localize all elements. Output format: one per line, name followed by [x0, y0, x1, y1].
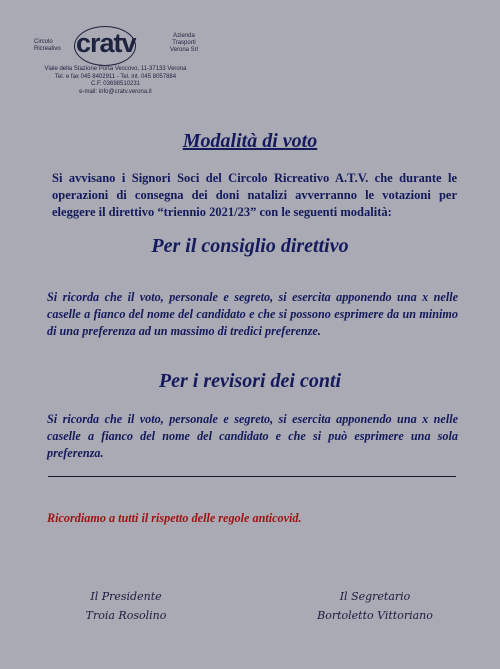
signature-role: Il Presidente [90, 590, 162, 603]
phone-line: Tel. e fax 045 8402911 - Tel. int. 045 8057884 [54, 73, 177, 80]
section-heading-revisori: Per i revisori dei conti [158, 370, 342, 392]
section-text-revisori: Si ricorda che il voto, personale e segreto, si esercita apponendo una x nelle caselle a fianco del nome del candidato e che si può esprimere una sola preferenza. [47, 412, 458, 460]
logo-label-ricreativo: Ricreativo [34, 46, 61, 52]
logo-label-azienda: Azienda [173, 33, 195, 39]
page-title: Modalità di voto [182, 130, 318, 152]
letterhead-contact [28, 66, 203, 96]
signature-name: Bortoletto Vittoriano [317, 609, 433, 622]
divider-line [48, 476, 456, 477]
intro-paragraph: Si avvisano i Signori Soci del Circolo Ricreativo A.T.V. che durante le operazioni di consegna dei doni natalizi avverranno le votazioni per eleggere il direttivo “triennio 2021/23” con le seguenti modalità: [52, 171, 457, 219]
logo-label-circolo: Circolo [34, 39, 53, 45]
signature-presidente [62, 587, 190, 625]
section-text-consiglio: Si ricorda che il voto, personale e segreto, si esercita apponendo una x nelle caselle a fianco del nome del candidato e che si possono esprimere da un minimo di una preferenza ad un massimo di tredici preferenze. [47, 290, 458, 338]
logo-right-label [162, 33, 206, 54]
cf-line: C.F. 03698510231 [90, 81, 141, 88]
signature-role: Il Segretario [339, 590, 411, 603]
signature-name: Troia Rosolino [85, 609, 167, 622]
covid-note: Ricordiamo a tutti il rispetto delle regole anticovid. [47, 511, 302, 525]
signature-segretario [308, 587, 442, 625]
logo-brand: cratv [76, 28, 136, 58]
logo-left-label [34, 39, 61, 53]
address-line: Viale della Stazione Porta Vescovo, 11-37133 Verona [44, 66, 187, 72]
email-line: e-mail: info@cratv.verona.it [79, 88, 152, 95]
logo-label-verona: Verona Srl [169, 47, 199, 53]
section-heading-consiglio: Per il consiglio direttivo [151, 235, 349, 257]
logo-label-trasporti: Trasporti [172, 40, 196, 46]
